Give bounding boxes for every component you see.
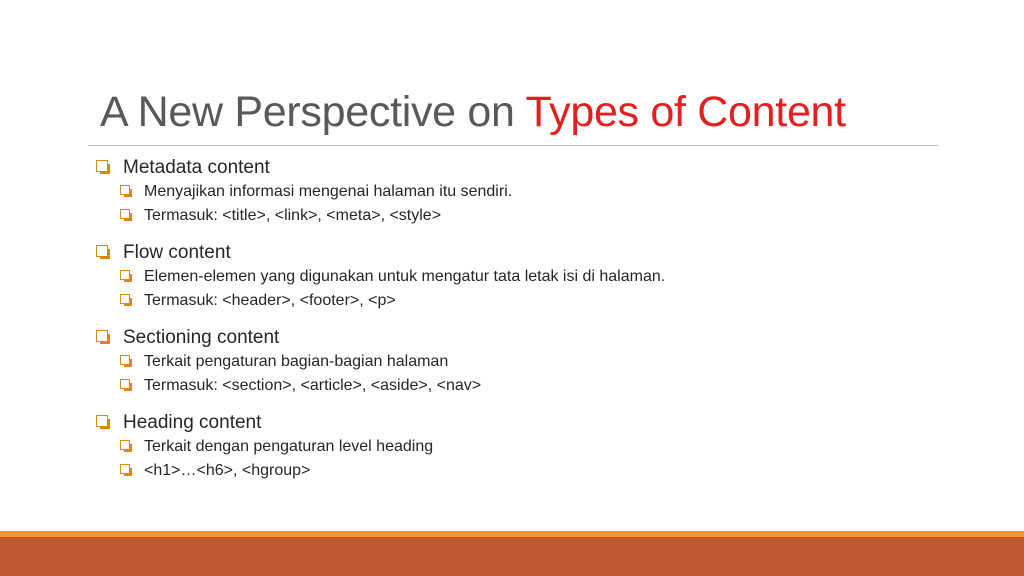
checkbox-square-icon bbox=[96, 160, 108, 172]
footer-bar bbox=[0, 537, 1024, 576]
slide-title bbox=[100, 84, 846, 140]
section-heading-heading bbox=[96, 410, 261, 436]
list-item-text: Termasuk: <section>, <article>, <aside>, <nav> bbox=[144, 377, 482, 394]
section-heading-metadata bbox=[96, 155, 270, 181]
section-heading-text: Metadata content bbox=[123, 157, 270, 178]
title-accent-text: Types of Content bbox=[525, 88, 846, 136]
title-divider bbox=[88, 145, 938, 146]
checkbox-square-icon bbox=[120, 440, 130, 450]
list-item bbox=[120, 181, 512, 203]
list-item bbox=[120, 375, 481, 397]
list-item bbox=[120, 290, 396, 312]
list-item bbox=[120, 205, 441, 227]
section-heading-text: Sectioning content bbox=[123, 327, 280, 348]
section-heading-text: Heading content bbox=[123, 412, 262, 433]
title-main-text: A New Perspective on bbox=[100, 88, 526, 136]
checkbox-square-icon bbox=[120, 209, 130, 219]
list-item-text: Menyajikan informasi mengenai halaman itu sendiri. bbox=[144, 183, 513, 200]
list-item-text: Termasuk: <header>, <footer>, <p> bbox=[144, 292, 396, 309]
list-item bbox=[120, 266, 665, 288]
checkbox-square-icon bbox=[120, 185, 130, 195]
list-item bbox=[120, 351, 448, 373]
list-item-text: Terkait pengaturan bagian-bagian halaman bbox=[144, 353, 449, 370]
list-item bbox=[120, 460, 310, 482]
list-item-text: <h1>…<h6>, <hgroup> bbox=[144, 462, 311, 479]
checkbox-square-icon bbox=[96, 245, 108, 257]
list-item-text: Termasuk: <title>, <link>, <meta>, <style> bbox=[144, 207, 442, 224]
checkbox-square-icon bbox=[96, 415, 108, 427]
checkbox-square-icon bbox=[120, 270, 130, 280]
section-heading-text: Flow content bbox=[123, 242, 231, 263]
list-item bbox=[120, 436, 433, 458]
checkbox-square-icon bbox=[96, 330, 108, 342]
checkbox-square-icon bbox=[120, 355, 130, 365]
section-heading-flow bbox=[96, 240, 231, 266]
list-item-text: Terkait dengan pengaturan level heading bbox=[144, 438, 434, 455]
checkbox-square-icon bbox=[120, 294, 130, 304]
checkbox-square-icon bbox=[120, 464, 130, 474]
list-item-text: Elemen-elemen yang digunakan untuk mengatur tata letak isi di halaman. bbox=[144, 268, 666, 285]
checkbox-square-icon bbox=[120, 379, 130, 389]
section-heading-sectioning bbox=[96, 325, 279, 351]
